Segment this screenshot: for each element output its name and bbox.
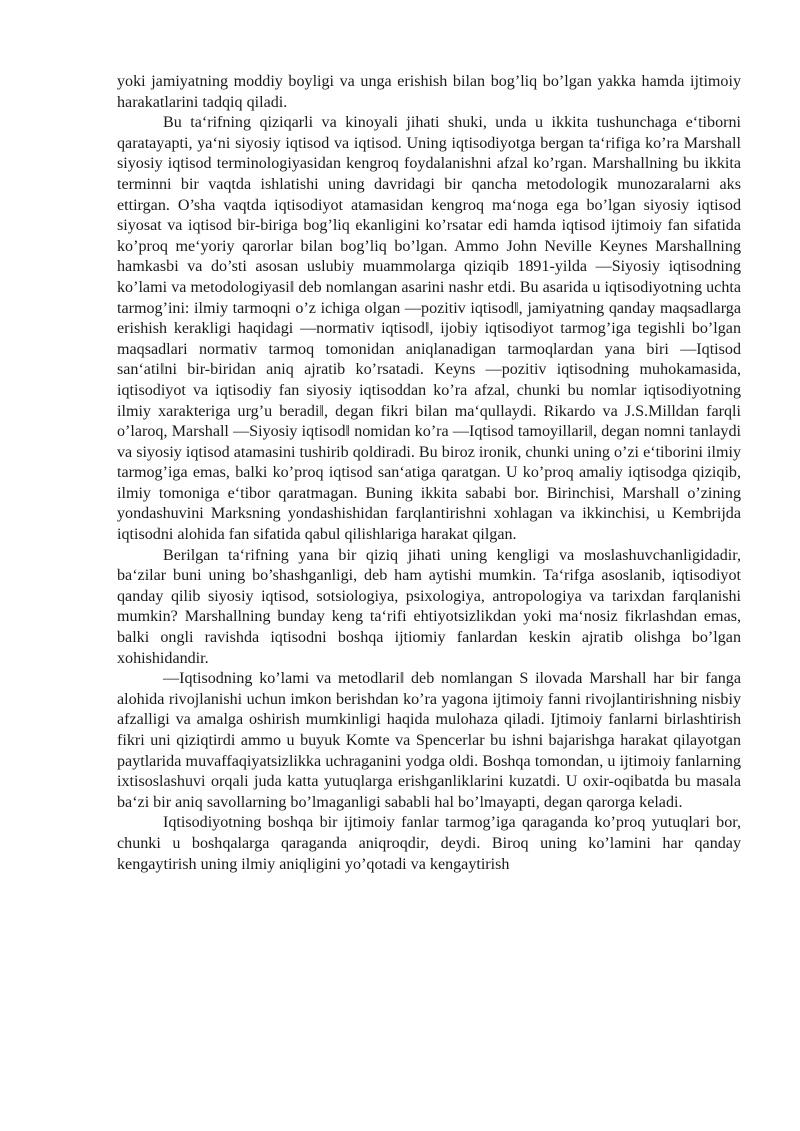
paragraph: Berilgan ta‘rifning yana bir qiziq jihati uning kengligi va moslashuvchanligidadir, ba‘zilar buni uning bo’shashganligi, deb ham aytishi mumkin. Ta‘rifga asoslanib, iqtisodiyot qanday qilib siyosiy iqtisod, sotsiologiya, psixologiya, antropologiya va tarixdan farqlanishi mumkin? Marshallning bunday keng ta‘rifi ehtiyotsizlikdan yoki ma‘nosiz fikrlashdan emas, balki ongli ravishda iqtisodni boshqa ijtiomiy fanlardan keskin ajratib olishga bo’lgan xohishidandir. [117, 546, 741, 667]
paragraph: Bu ta‘rifning qiziqarli va kinoyali jihati shuki, unda u ikkita tushunchaga e‘tiborni qaratayapti, ya‘ni siyosiy iqtisod va iqtisod. Uning iqtisodiyotga bergan ta‘rifiga ko’ra Marshall siyosiy iqtisod terminologiyasidan kengroq foydalanishni afzal ko’rgan. Marshallning bu ikkita terminni bir vaqtda ishlatishi uning davridagi bir qancha metodologik munozaralarni aks ettirgan. O’sha vaqtda iqtisodiyot atamasidan kengroq ma‘noga ega bo’lgan siyosiy iqtisod siyosat va iqtisod bir-biriga bog’liq ekanligini ko’rsatar edi hamda iqtisod ijtimoiy fan sifatida ko’proq me‘yoriy qarorlar bilan bog’liq bo’lgan. Ammo John Neville Keynes Marshallning hamkasbi va do’sti asosan uslubiy muammolarga qiziqib 1891-yilda ―Siyosiy iqtisodning ko’lami va metodologiyasi‖ deb nomlangan asarini nashr etdi. Bu asarida u iqtisodiyotning uchta tarmog’ini: ilmiy tarmoqni o’z ichiga olgan ―pozitiv iqtisod‖, jamiyatning qanday maqsadlarga erishish kerakligi haqidagi ―normativ iqtisod‖, ijobiy iqtisodiyot tarmog’iga tegishli bo’lgan maqsadlari normativ tarmoq tomonidan aniqlanadigan tarmoqlardan yana biri ―Iqtisod san‘ati‖ni bir-biridan aniq ajratib ko’rsatadi. Keyns ―pozitiv iqtisodning muhokamasida, iqtisodiyot va iqtisodiy fan siyosiy iqtisoddan ko’ra afzal, chunki bu nomlar iqtisodiyotning ilmiy xarakteriga urg’u beradi‖, degan fikri bilan ma‘qullaydi. Rikardo va J.S.Milldan farqli o’laroq, Marshall ―Siyosiy iqtisod‖ nomidan ko’ra ―Iqtisod tamoyillari‖, degan nomni tanlaydi va siyosiy iqtisod atamasini tushirib qoldiradi. Bu biroz ironik, chunki uning o’zi e‘tiborini ilmiy tarmog’iga emas, balki ko’proq iqtisod san‘atiga qaratgan. U ko’proq amaliy iqtisodga qiziqib, ilmiy tomoniga e‘tibor qaratmagan. Buning ikkita sababi bor. Birinchisi, Marshall o’zining yondashuvini Marksning yondashishidan farqlantirishni xohlagan va ikkinchisi, u Kembrijda iqtisodni alohida fan sifatida qabul qilishlariga harakat qilgan. [117, 114, 741, 544]
paragraph: Iqtisodiyotning boshqa bir ijtimoiy fanlar tarmog’iga qaraganda ko’proq yutuqlari bor, chunki u boshqalarga qaraganda aniqroqdir, deydi. Biroq uning ko’lamini har qanday kengaytirish uning ilmiy aniqligini yo’qotadi va kengaytirish [117, 814, 741, 873]
document-page [117, 72, 741, 875]
paragraph-continuation: yoki jamiyatning moddiy boyligi va unga erishish bilan bog’liq bo’lgan yakka hamda ijtimoiy harakatlarini tadqiq qiladi. [117, 73, 741, 111]
paragraph: ―Iqtisodning ko’lami va metodlari‖ deb nomlangan S ilovada Marshall har bir fanga alohida rivojlanishi uchun imkon berishdan ko’ra yagona ijtimoiy fanni rivojlantirishning nisbiy afzalligi va amalga oshirish mumkinligi haqida mulohaza qiladi. Ijtimoiy fanlarni birlashtirish fikri uni qiziqtirdi ammo u buyuk Komte va Spencerlar bu ishni bajarishga harakat qilayotgan paytlarida muvaffaqiyatsizlikka uchraganini yodga oldi. Boshqa tomondan, u ijtimoiy fanlarning ixtisoslashuvi orqali juda katta yutuqlarga erishganliklarini kuzatdi. U oxir-oqibatda bu masala ba‘zi bir aniq savollarning bo’lmaganligi sababli hal bo’lmayapti, degan qarorga keladi. [117, 670, 741, 811]
